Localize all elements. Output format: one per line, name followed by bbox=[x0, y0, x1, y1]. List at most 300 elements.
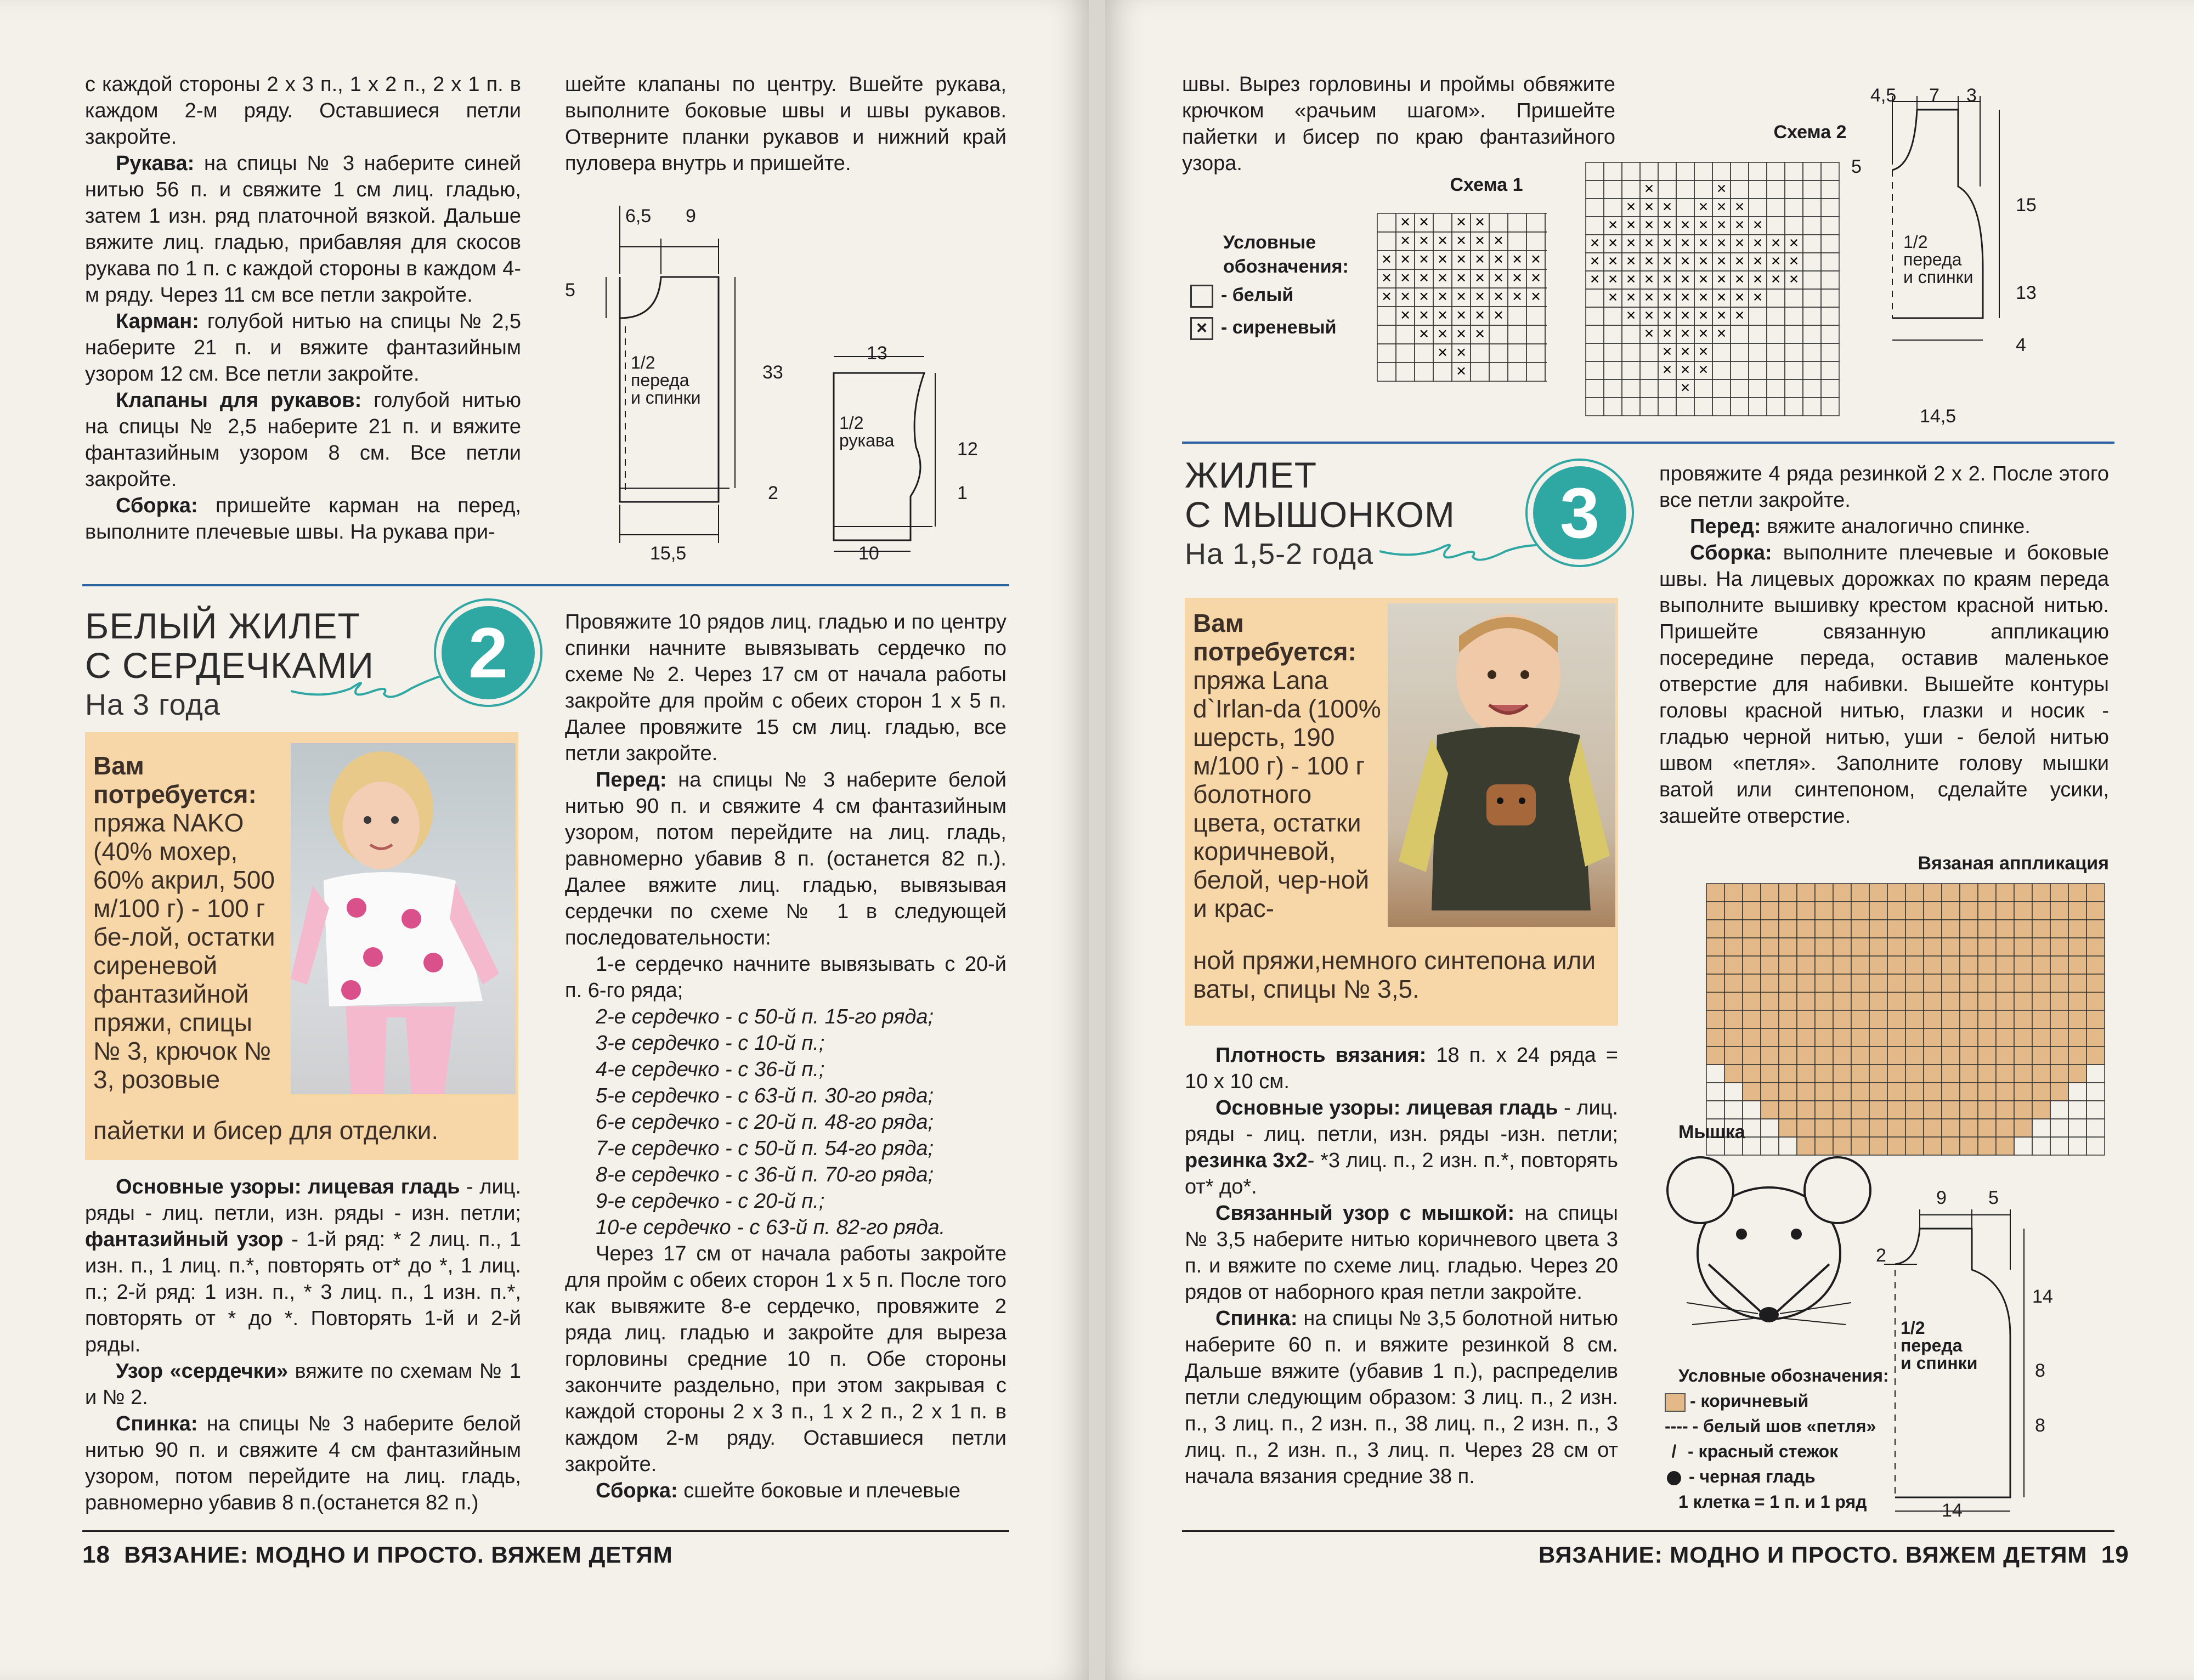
grid-cell bbox=[1924, 884, 1942, 902]
grid-cell bbox=[1924, 1047, 1942, 1065]
paragraph: швы. Вырез горловины и проймы обвяжите крючком «рачьим шагом». Пришейте пайетки и бисер по краю фантазийного узора. bbox=[1182, 73, 1615, 175]
grid-cell bbox=[1797, 884, 1815, 902]
grid-cell bbox=[1377, 232, 1396, 251]
grid-cell bbox=[1815, 884, 1833, 902]
cross-mark: × bbox=[1456, 324, 1466, 343]
grid-cell bbox=[1743, 1065, 1761, 1083]
grid-cell bbox=[1433, 213, 1452, 232]
grid-cell bbox=[1803, 361, 1821, 380]
grid-cell bbox=[1978, 920, 1996, 938]
cross-mark: × bbox=[1752, 288, 1763, 307]
cross-mark: × bbox=[1716, 306, 1727, 325]
cross-mark: × bbox=[1590, 252, 1600, 270]
grid-cell bbox=[2050, 1119, 2068, 1137]
grid-cell bbox=[1960, 992, 1978, 1010]
paragraph: Рукава: на спицы № 3 наберите синей нитью 56 п. и свяжите 1 см лиц. гладью, затем 1 изн. ряд платочной вязкой. Дальше вяжите лиц. гладью, прибавляя для скосов рукава по 1 п. с каждой стороны в каждом 4-м ряду. Через 11 см все петли закройте. bbox=[85, 152, 521, 307]
grid-cell bbox=[2014, 974, 2032, 992]
grid-cell bbox=[1724, 902, 1743, 920]
grid-cell bbox=[1960, 920, 1978, 938]
grid-cell bbox=[1851, 920, 1869, 938]
grid-cell bbox=[2014, 1137, 2032, 1155]
cross-mark: × bbox=[1698, 306, 1709, 325]
grid-cell bbox=[1797, 938, 1815, 956]
grid-cell bbox=[1803, 162, 1821, 180]
grid-cell bbox=[1761, 1101, 1779, 1119]
grid-cell bbox=[1924, 956, 1942, 974]
grid-cell bbox=[1767, 180, 1785, 199]
list-item: 6-е сердечко - с 20-й п. 48-го ряда; bbox=[596, 1111, 934, 1134]
grid-cell bbox=[1706, 902, 1724, 920]
cross-mark: × bbox=[1716, 197, 1727, 216]
grid-cell bbox=[1785, 180, 1803, 199]
grid-cell bbox=[1905, 992, 1924, 1010]
cross-mark: × bbox=[1512, 287, 1522, 306]
grid-cell bbox=[1797, 974, 1815, 992]
grid-cell bbox=[1743, 884, 1761, 902]
cross-mark: × bbox=[1608, 252, 1618, 270]
grid-cell bbox=[1905, 1119, 1924, 1137]
photo-boy-mouse-vest bbox=[1388, 603, 1615, 927]
grid-cell bbox=[1640, 361, 1658, 380]
scheme1-grid bbox=[1377, 213, 1547, 402]
grid-cell bbox=[1377, 213, 1396, 232]
cross-mark: × bbox=[1419, 268, 1429, 287]
cross-mark: × bbox=[1698, 234, 1709, 252]
grid-cell bbox=[1471, 344, 1489, 363]
grid-cell bbox=[1767, 162, 1785, 180]
grid-cell bbox=[1869, 884, 1887, 902]
cross-mark: × bbox=[1716, 252, 1727, 270]
grid-cell bbox=[1942, 956, 1960, 974]
grid-cell bbox=[1706, 1101, 1724, 1119]
cross-mark: × bbox=[1644, 216, 1654, 234]
grid-cell bbox=[1586, 180, 1604, 199]
cross-mark: × bbox=[1456, 287, 1466, 306]
grid-cell bbox=[1821, 253, 1839, 271]
grid-cell bbox=[1761, 956, 1779, 974]
materials-text: Вам потребуется: пряжа Lana d`Irlan-da (100% шерсть, 190 м/100 г) - 100 г болотного цвета, остатки коричневой, белой, чер-ной и крас- bbox=[1193, 609, 1381, 923]
grid-cell bbox=[1712, 380, 1731, 398]
grid-cell bbox=[2050, 902, 2068, 920]
grid-cell bbox=[1694, 180, 1712, 199]
grid-cell bbox=[1724, 1065, 1743, 1083]
grid-cell bbox=[1803, 253, 1821, 271]
cross-mark: × bbox=[1590, 234, 1600, 252]
scheme2-grid bbox=[1585, 162, 1846, 422]
grid-cell bbox=[1887, 1101, 1905, 1119]
grid-cell bbox=[1779, 956, 1797, 974]
grid-cell bbox=[1996, 1083, 2014, 1101]
grid-cell bbox=[1743, 920, 1761, 938]
grid-cell bbox=[1821, 325, 1839, 343]
dim-top-b: 9 bbox=[686, 206, 696, 227]
mouse-label: Мышка bbox=[1678, 1122, 1745, 1142]
cross-mark: × bbox=[1456, 268, 1466, 287]
grid-cell bbox=[1869, 1083, 1887, 1101]
grid-cell bbox=[1924, 992, 1942, 1010]
grid-cell bbox=[1942, 1083, 1960, 1101]
grid-cell bbox=[2068, 1119, 2086, 1137]
grid-cell bbox=[1779, 1010, 1797, 1028]
cross-mark: × bbox=[1698, 342, 1709, 361]
grid-cell bbox=[1821, 361, 1839, 380]
grid-cell bbox=[1851, 1010, 1869, 1028]
cross-mark: × bbox=[1400, 287, 1410, 306]
grid-cell bbox=[1640, 398, 1658, 416]
dim-sleeve-height: 12 bbox=[957, 439, 978, 460]
materials-text: Вам потребуется: пряжа NAKO (40% мохер, 60% акрил, 500 м/100 г) - 100 г бе-лой, остатки сиреневой фантазийной пряжи, спицы № 3, крючок № 3, розовые bbox=[93, 751, 275, 1094]
grid-cell bbox=[1526, 213, 1545, 232]
legend-lilac: × - сиреневый bbox=[1190, 315, 1349, 340]
grid-cell bbox=[1797, 992, 1815, 1010]
grid-cell bbox=[1749, 199, 1767, 217]
grid-cell bbox=[2086, 1047, 2105, 1065]
grid-cell bbox=[1640, 380, 1658, 398]
grid-cell bbox=[1724, 1028, 1743, 1047]
cross-mark: × bbox=[1400, 306, 1410, 325]
grid-cell bbox=[1508, 232, 1526, 251]
cross-mark: × bbox=[1680, 234, 1690, 252]
cross-mark: × bbox=[1716, 270, 1727, 289]
grid-cell bbox=[2068, 1101, 2086, 1119]
grid-cell bbox=[1761, 992, 1779, 1010]
grid-cell bbox=[1396, 344, 1415, 363]
grid-cell bbox=[1622, 325, 1640, 343]
grid-cell bbox=[1797, 902, 1815, 920]
grid-cell bbox=[1724, 884, 1743, 902]
grid-cell bbox=[1545, 325, 1547, 344]
list-item: 4-е сердечко - с 36-й п.; bbox=[596, 1058, 825, 1081]
grid-cell bbox=[2050, 974, 2068, 992]
grid-cell bbox=[1604, 180, 1622, 199]
cross-mark: × bbox=[1662, 342, 1672, 361]
grid-cell bbox=[1779, 1028, 1797, 1047]
grid-cell bbox=[1526, 363, 1545, 381]
grid-cell bbox=[1803, 217, 1821, 235]
grid-cell bbox=[1821, 199, 1839, 217]
grid-cell bbox=[1942, 1010, 1960, 1028]
grid-cell bbox=[1960, 938, 1978, 956]
list-item: 8-е сердечко - с 36-й п. 70-го ряда; bbox=[596, 1163, 934, 1186]
grid-cell bbox=[1851, 1119, 1869, 1137]
grid-cell bbox=[1604, 162, 1622, 180]
list-item: 2-е сердечко - с 50-й п. 15-го ряда; bbox=[596, 1005, 934, 1028]
grid-cell bbox=[1924, 1083, 1942, 1101]
grid-cell bbox=[1815, 1119, 1833, 1137]
grid-cell bbox=[1724, 974, 1743, 992]
grid-cell bbox=[2086, 1137, 2105, 1155]
grid-cell bbox=[2032, 1010, 2050, 1028]
grid-cell bbox=[1545, 213, 1547, 232]
grid-cell bbox=[1942, 1119, 1960, 1137]
grid-cell bbox=[2068, 938, 2086, 956]
grid-cell bbox=[1779, 902, 1797, 920]
grid-cell bbox=[1731, 162, 1749, 180]
grid-cell bbox=[1869, 992, 1887, 1010]
grid-cell bbox=[1960, 902, 1978, 920]
grid-cell bbox=[1833, 920, 1851, 938]
photo-girl-white-vest bbox=[291, 743, 516, 1094]
grid-cell bbox=[1767, 199, 1785, 217]
grid-cell bbox=[1724, 938, 1743, 956]
footer-rule bbox=[1182, 1530, 2114, 1532]
grid-cell bbox=[2014, 1119, 2032, 1137]
cross-mark: × bbox=[1419, 213, 1429, 231]
dim-bottom: 15,5 bbox=[650, 543, 687, 564]
grid-cell bbox=[1658, 398, 1676, 416]
paragraph: Спинка: на спицы № 3,5 болотной нитью наберите 60 п. и вяжите резинкой 8 см. Дальше вяжите (убавив 1 п.), распределив петли следующим образом: 3 лиц. п., 2 изн. п., 3 лиц. п., 2 изн. п., 38 лиц. п., 2 изн. п., 3 лиц. п., 2 изн. п., 3 лиц. п. Через 28 см от начала вязания средние 38 п. bbox=[1185, 1307, 1618, 1488]
grid-cell bbox=[1924, 1137, 1942, 1155]
cross-mark: × bbox=[1698, 360, 1709, 379]
grid-cell bbox=[1785, 307, 1803, 325]
grid-cell bbox=[1821, 217, 1839, 235]
grid-cell bbox=[1622, 398, 1640, 416]
grid-cell bbox=[1731, 398, 1749, 416]
cross-mark: × bbox=[1590, 270, 1600, 289]
grid-cell bbox=[1821, 271, 1839, 289]
grid-cell bbox=[1815, 974, 1833, 992]
grid-cell bbox=[1604, 307, 1622, 325]
grid-cell bbox=[2050, 992, 2068, 1010]
cross-mark: × bbox=[1626, 234, 1636, 252]
cross-mark: × bbox=[1531, 268, 1541, 287]
grid-cell bbox=[2032, 902, 2050, 920]
grid-cell bbox=[1508, 363, 1526, 381]
grid-cell bbox=[1706, 1047, 1724, 1065]
grid-cell bbox=[1996, 956, 2014, 974]
cross-mark: × bbox=[1698, 288, 1709, 307]
dim-h1: 14 bbox=[2032, 1286, 2053, 1307]
grid-cell bbox=[1960, 884, 1978, 902]
grid-cell bbox=[1749, 380, 1767, 398]
grid-cell bbox=[2014, 1065, 2032, 1083]
grid-cell bbox=[1586, 343, 1604, 361]
grid-cell bbox=[1821, 289, 1839, 307]
cross-mark: × bbox=[1644, 252, 1654, 270]
grid-cell bbox=[1851, 992, 1869, 1010]
cross-mark: × bbox=[1456, 361, 1466, 381]
grid-cell bbox=[2068, 884, 2086, 902]
grid-cell bbox=[1743, 938, 1761, 956]
grid-cell bbox=[2014, 1083, 2032, 1101]
legend-white: - белый bbox=[1190, 283, 1349, 308]
grid-cell bbox=[1743, 1028, 1761, 1047]
grid-cell bbox=[1803, 199, 1821, 217]
grid-cell bbox=[1767, 343, 1785, 361]
grid-cell bbox=[2068, 902, 2086, 920]
grid-cell bbox=[1761, 974, 1779, 992]
cross-mark: × bbox=[1662, 234, 1672, 252]
cross-mark: × bbox=[1662, 288, 1672, 307]
grid-cell bbox=[2032, 1065, 2050, 1083]
grid-cell bbox=[1415, 363, 1433, 381]
grid-cell bbox=[1821, 398, 1839, 416]
paragraph: Карман: голубой нитью на спицы № 2,5 наберите 21 п. и вяжите фантазийным узором 12 см. Все петли закройте. bbox=[85, 310, 521, 386]
grid-cell bbox=[1767, 361, 1785, 380]
grid-cell bbox=[1821, 180, 1839, 199]
cross-mark: × bbox=[1438, 306, 1447, 325]
paragraph: Клапаны для рукавов: голубой нитью на спицы № 2,5 наберите 21 п. и вяжите фантазийным узором 8 см. Все петли закройте. bbox=[85, 389, 522, 491]
grid-cell bbox=[2068, 920, 2086, 938]
grid-cell bbox=[2086, 1065, 2105, 1083]
grid-cell bbox=[1815, 902, 1833, 920]
grid-cell bbox=[1960, 974, 1978, 992]
grid-cell bbox=[2068, 1083, 2086, 1101]
grid-cell bbox=[1706, 938, 1724, 956]
paragraph: Перед: вяжите аналогично спинке. bbox=[1690, 515, 2031, 538]
cross-mark: × bbox=[1680, 216, 1690, 234]
grid-cell bbox=[1821, 380, 1839, 398]
cross-mark: × bbox=[1698, 252, 1709, 270]
grid-cell bbox=[1869, 938, 1887, 956]
grid-cell bbox=[1869, 1047, 1887, 1065]
paragraph: с каждой стороны 2 х 3 п., 1 х 2 п., 2 х 1 п. в каждом 2-м ряду. Оставшиеся петли закройте. bbox=[85, 73, 521, 149]
grid-cell bbox=[1887, 1119, 1905, 1137]
cross-mark: × bbox=[1698, 216, 1709, 234]
dim-h2: 8 bbox=[2035, 1360, 2045, 1381]
cross-mark: × bbox=[1662, 216, 1672, 234]
section-divider bbox=[1182, 442, 2114, 444]
grid-cell bbox=[1433, 363, 1452, 381]
grid-cell bbox=[1761, 1065, 1779, 1083]
grid-cell bbox=[1779, 992, 1797, 1010]
grid-cell bbox=[1797, 1083, 1815, 1101]
grid-cell bbox=[1676, 398, 1694, 416]
section-divider bbox=[82, 584, 1009, 586]
materials-text-bottom: ной пряжи,немного синтепона или ваты, спицы № 3,5. bbox=[1193, 946, 1596, 1003]
grid-cell bbox=[1924, 974, 1942, 992]
grid-cell bbox=[1749, 325, 1767, 343]
grid-cell bbox=[2050, 920, 2068, 938]
grid-cell bbox=[2032, 1119, 2050, 1137]
cross-mark: × bbox=[1531, 250, 1541, 269]
grid-cell bbox=[1658, 162, 1676, 180]
cross-mark: × bbox=[1419, 231, 1429, 250]
grid-cell bbox=[1815, 1010, 1833, 1028]
grid-cell bbox=[1887, 902, 1905, 920]
grid-cell bbox=[1815, 956, 1833, 974]
grid-cell bbox=[1803, 271, 1821, 289]
grid-cell bbox=[1377, 344, 1396, 363]
grid-cell bbox=[1743, 1083, 1761, 1101]
grid-cell bbox=[2068, 1047, 2086, 1065]
grid-cell bbox=[2032, 1047, 2050, 1065]
grid-cell bbox=[1803, 343, 1821, 361]
scheme1-title: Схема 1 bbox=[1450, 174, 1523, 195]
grid-cell bbox=[2014, 1010, 2032, 1028]
grid-cell bbox=[1604, 361, 1622, 380]
grid-cell bbox=[1960, 1137, 1978, 1155]
grid-cell bbox=[1960, 1047, 1978, 1065]
grid-cell bbox=[1978, 992, 1996, 1010]
grid-cell bbox=[1622, 343, 1640, 361]
cross-mark: × bbox=[1680, 324, 1690, 343]
cross-mark: × bbox=[1456, 250, 1466, 269]
grid-cell bbox=[1377, 307, 1396, 325]
grid-cell bbox=[1396, 363, 1415, 381]
grid-cell bbox=[1887, 1010, 1905, 1028]
grid-cell bbox=[1887, 1047, 1905, 1065]
grid-cell bbox=[1978, 1010, 1996, 1028]
grid-cell bbox=[1833, 974, 1851, 992]
grid-cell bbox=[2050, 884, 2068, 902]
cross-mark: × bbox=[1771, 270, 1781, 289]
cross-mark: × bbox=[1680, 342, 1690, 361]
grid-cell bbox=[2050, 1047, 2068, 1065]
grid-cell bbox=[1604, 325, 1622, 343]
cross-mark: × bbox=[1734, 306, 1745, 325]
diagram-label: 1/2 переда и спинки bbox=[1901, 1318, 1978, 1373]
list-item: 10-е сердечко - с 63-й п. 82-го ряда. bbox=[596, 1216, 946, 1239]
grid-cell bbox=[1996, 1028, 2014, 1047]
paragraph: Основные узоры: лицевая гладь - лиц. ряды - лиц. петли, изн. ряды -изн. петли; резинка 3х2- *3 лиц. п., 2 изн. п.*, повторять от* до*. bbox=[1185, 1096, 1618, 1198]
grid-cell bbox=[1526, 232, 1545, 251]
grid-cell bbox=[1815, 1083, 1833, 1101]
grid-cell bbox=[1797, 956, 1815, 974]
grid-cell bbox=[1851, 902, 1869, 920]
grid-cell bbox=[1905, 1101, 1924, 1119]
grid-cell bbox=[1706, 974, 1724, 992]
cross-mark: × bbox=[1531, 287, 1541, 306]
grid-cell bbox=[1887, 938, 1905, 956]
grid-cell bbox=[1586, 361, 1604, 380]
grid-cell bbox=[1749, 180, 1767, 199]
section-number-badge: 3 bbox=[1533, 466, 1626, 559]
grid-cell bbox=[1767, 380, 1785, 398]
diagram-label: 1/2 переда и спинки bbox=[631, 353, 701, 408]
cross-mark: × bbox=[1734, 197, 1745, 216]
cross-mark: × bbox=[1662, 270, 1672, 289]
grid-cell bbox=[1586, 325, 1604, 343]
grid-cell bbox=[2014, 1028, 2032, 1047]
paragraph: Плотность вязания: 18 п. х 24 ряда = 10 х 10 см. bbox=[1185, 1044, 1618, 1093]
grid-cell bbox=[1545, 363, 1547, 381]
paragraph: Основные узоры: лицевая гладь - лиц. ряды - лиц. петли, изн. ряды - изн. петли; фантазийный узор - 1-й ряд: * 2 лиц. п., 1 изн. п., 1 лиц. п.*, повторять от* до *, 1 лиц. п.; 2-й ряд: 1 изн. п., * 3 лиц. п., 1 изн. п.*, повторять от * до *. Повторять 1-й и 2-й ряды. bbox=[85, 1175, 521, 1356]
grid-cell bbox=[1942, 1101, 1960, 1119]
cross-mark: × bbox=[1680, 378, 1690, 397]
grid-cell bbox=[2086, 992, 2105, 1010]
grid-cell bbox=[1694, 380, 1712, 398]
grid-cell bbox=[1622, 180, 1640, 199]
cross-mark: × bbox=[1608, 270, 1618, 289]
grid-cell bbox=[1706, 920, 1724, 938]
grid-cell bbox=[2050, 1028, 2068, 1047]
cross-mark: × bbox=[1438, 250, 1447, 269]
grid-cell bbox=[1761, 938, 1779, 956]
legend-brown: - коричневый bbox=[1665, 1388, 1889, 1413]
grid-cell bbox=[1996, 1119, 2014, 1137]
cross-mark: × bbox=[1626, 216, 1636, 234]
grid-cell bbox=[1851, 1028, 1869, 1047]
cross-mark: × bbox=[1662, 197, 1672, 216]
grid-cell bbox=[1743, 902, 1761, 920]
grid-cell bbox=[1785, 361, 1803, 380]
cross-mark: × bbox=[1626, 252, 1636, 270]
grid-cell bbox=[1887, 920, 1905, 938]
grid-cell bbox=[1924, 1010, 1942, 1028]
cross-mark: × bbox=[1698, 324, 1709, 343]
grid-cell bbox=[1815, 1101, 1833, 1119]
cross-mark: × bbox=[1771, 252, 1781, 270]
grid-cell bbox=[1779, 1101, 1797, 1119]
grid-cell bbox=[1724, 956, 1743, 974]
dim-top-a: 4,5 bbox=[1870, 85, 1897, 106]
grid-cell bbox=[1508, 213, 1526, 232]
grid-cell bbox=[1942, 1028, 1960, 1047]
cross-mark: × bbox=[1438, 268, 1447, 287]
grid-cell bbox=[1905, 956, 1924, 974]
grid-cell bbox=[2068, 1028, 2086, 1047]
